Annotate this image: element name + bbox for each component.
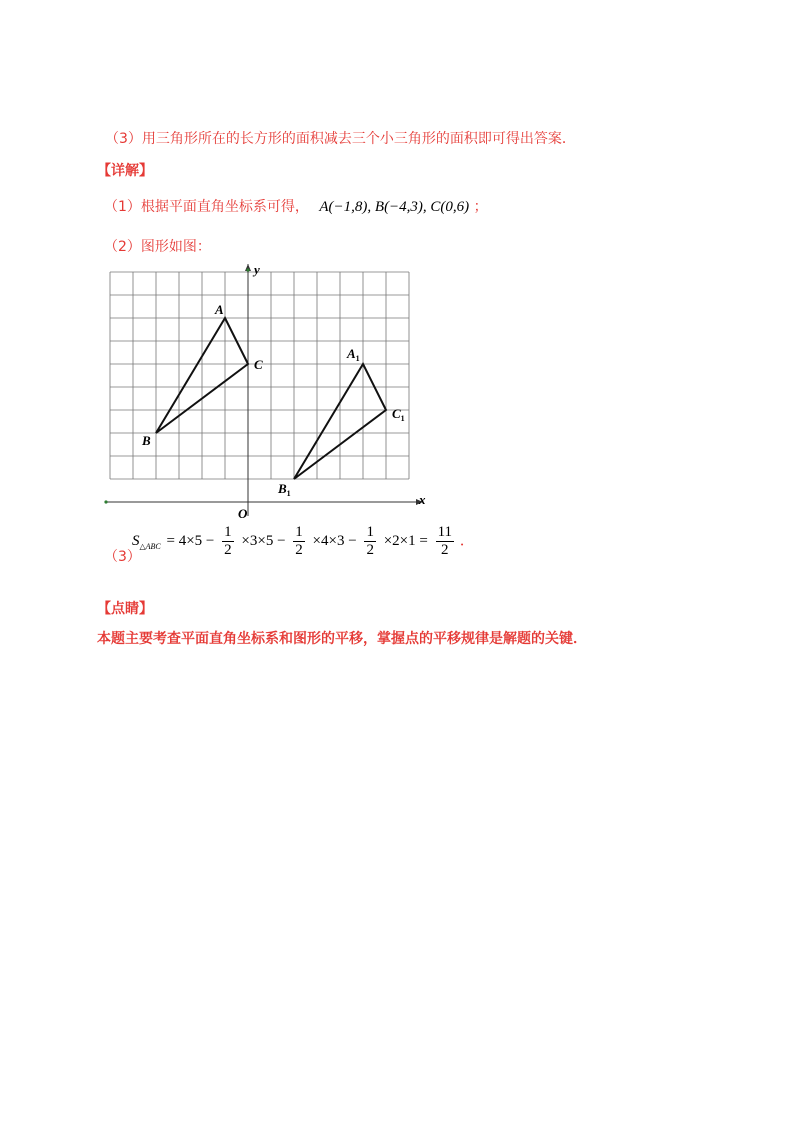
point-label-a: A xyxy=(215,302,224,317)
point-label-b1: $B_1$ xyxy=(278,481,291,498)
coordinate-figure xyxy=(100,258,440,521)
point-label-c1: $C_1$ xyxy=(392,406,405,423)
part1-suffix: ； xyxy=(473,199,488,215)
part3-prefix: （3） xyxy=(104,549,141,565)
area-formula xyxy=(132,524,475,559)
area-symbol: S xyxy=(132,532,140,549)
expr-head: = 4×5 − xyxy=(166,532,215,549)
part1-coordinates: A(−1,8), B(−4,3), C(0,6) xyxy=(319,199,470,215)
point-label-c: C xyxy=(254,357,263,372)
fraction-half-2: $\frac{1}{2}$ xyxy=(295,524,303,558)
point-labels xyxy=(141,262,426,521)
fraction-result: $\frac{11}{2}$ xyxy=(437,524,453,558)
formula-suffix: ． xyxy=(459,532,475,549)
expr-mid2: ×4×3 − xyxy=(312,532,357,549)
expr-mid1: ×3×5 − xyxy=(241,532,286,549)
fraction-half-3: $\frac{1}{2}$ xyxy=(366,524,374,558)
part1-prefix: （1）根据平面直角坐标系可得， xyxy=(104,199,309,215)
y-axis-top-dot xyxy=(246,268,249,271)
y-axis-label: y xyxy=(254,262,260,277)
origin-label: O xyxy=(238,506,248,521)
area-subscript: △ABC xyxy=(139,541,161,551)
detail-heading: 【详解】 xyxy=(97,163,153,179)
step3-hint: （3）用三角形所在的长方形的面积减去三个小三角形的面积即可得出答案． xyxy=(105,131,576,147)
fraction-half-1: $\frac{1}{2}$ xyxy=(224,524,232,558)
expr-mid3: ×2×1 = xyxy=(383,532,428,549)
highlight-heading: 【点睛】 xyxy=(97,601,153,617)
part2-text: （2）图形如图： xyxy=(104,239,211,255)
point-label-b: B xyxy=(142,433,151,448)
x-axis-start-dot xyxy=(104,500,107,503)
part1-line xyxy=(104,196,488,216)
x-axis-label: x xyxy=(419,492,426,507)
grid xyxy=(110,272,409,479)
point-label-a1: $A_1$ xyxy=(347,346,360,363)
highlight-text: 本题主要考查平面直角坐标系和图形的平移，掌握点的平移规律是解题的关键． xyxy=(97,631,587,647)
